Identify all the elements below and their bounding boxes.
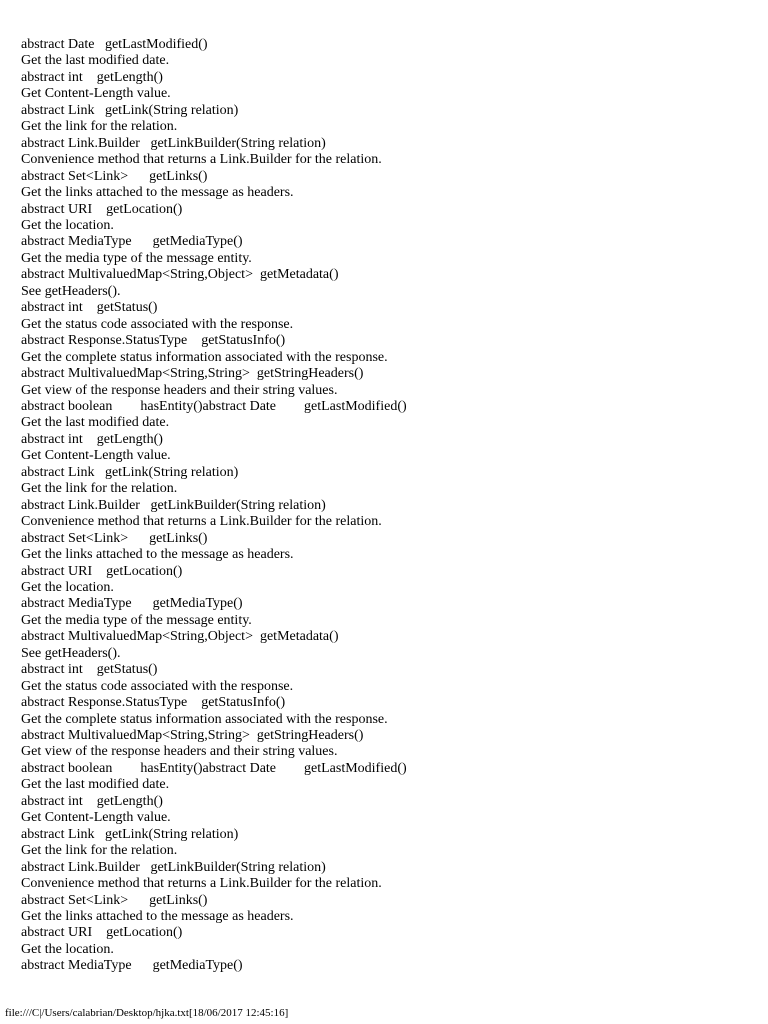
text-line: abstract URI getLocation() bbox=[21, 925, 183, 941]
text-line: abstract MultivaluedMap<String,String> getStringHeaders() bbox=[21, 366, 364, 382]
text-line: abstract int getLength() bbox=[21, 69, 163, 85]
text-line: Get the complete status information associated with the response. bbox=[21, 711, 388, 727]
text-line: abstract int getLength() bbox=[21, 793, 163, 809]
text-line: abstract boolean hasEntity()abstract Date getLastModified() bbox=[21, 398, 407, 414]
text-line: Get the complete status information associated with the response. bbox=[21, 349, 388, 365]
text-line: abstract MultivaluedMap<String,Object> getMetadata() bbox=[21, 629, 339, 645]
text-line: abstract Set<Link> getLinks() bbox=[21, 892, 208, 908]
text-line: Convenience method that returns a Link.Builder for the relation. bbox=[21, 514, 382, 530]
text-line: abstract Link getLink(String relation) bbox=[21, 464, 239, 480]
text-line: abstract Link.Builder getLinkBuilder(String relation) bbox=[21, 497, 326, 513]
text-line: abstract int getLength() bbox=[21, 431, 163, 447]
print-footer-url: file:///C|/Users/calabrian/Desktop/hjka.txt[18/06/2017 12:45:16] bbox=[5, 1007, 289, 1019]
text-line: Get the location. bbox=[21, 941, 114, 957]
text-line: abstract boolean hasEntity()abstract Date getLastModified() bbox=[21, 760, 407, 776]
text-line: Get Content-Length value. bbox=[21, 810, 171, 826]
text-line: Get view of the response headers and their string values. bbox=[21, 382, 338, 398]
text-line: Get the links attached to the message as headers. bbox=[21, 185, 294, 201]
text-line: Get the link for the relation. bbox=[21, 119, 178, 135]
text-line: abstract int getStatus() bbox=[21, 300, 158, 316]
text-line: abstract int getStatus() bbox=[21, 662, 158, 678]
text-line: Convenience method that returns a Link.Builder for the relation. bbox=[21, 876, 382, 892]
text-line: Get the links attached to the message as headers. bbox=[21, 909, 294, 925]
text-line: Get the location. bbox=[21, 579, 114, 595]
text-line: abstract Response.StatusType getStatusInfo() bbox=[21, 695, 286, 711]
text-line: Get the last modified date. bbox=[21, 777, 170, 793]
text-line: abstract MultivaluedMap<String,String> getStringHeaders() bbox=[21, 728, 364, 744]
text-line: abstract MediaType getMediaType() bbox=[21, 596, 243, 612]
text-line: Get the status code associated with the response. bbox=[21, 678, 294, 694]
text-line: Get the media type of the message entity. bbox=[21, 612, 252, 628]
text-line: Get the last modified date. bbox=[21, 415, 170, 431]
text-line: abstract URI getLocation() bbox=[21, 201, 183, 217]
text-line: Get the media type of the message entity. bbox=[21, 250, 252, 266]
text-line: abstract Date getLastModified() bbox=[21, 37, 208, 52]
text-line: Get the last modified date. bbox=[21, 53, 170, 69]
text-line: abstract Response.StatusType getStatusInfo() bbox=[21, 333, 286, 349]
text-line: Convenience method that returns a Link.Builder for the relation. bbox=[21, 152, 382, 168]
text-line: See getHeaders(). bbox=[21, 645, 121, 661]
text-line: abstract MediaType getMediaType() bbox=[21, 958, 243, 974]
text-line: abstract Link getLink(String relation) bbox=[21, 826, 239, 842]
text-line: Get the link for the relation. bbox=[21, 481, 178, 497]
text-line: Get Content-Length value. bbox=[21, 86, 171, 102]
text-line: Get view of the response headers and their string values. bbox=[21, 744, 338, 760]
text-line: Get the location. bbox=[21, 217, 114, 233]
text-line: See getHeaders(). bbox=[21, 283, 121, 299]
text-line: abstract Set<Link> getLinks() bbox=[21, 168, 208, 184]
text-line: abstract MediaType getMediaType() bbox=[21, 234, 243, 250]
text-line: Get the status code associated with the response. bbox=[21, 316, 294, 332]
text-line: abstract Link getLink(String relation) bbox=[21, 102, 239, 118]
text-line: Get the links attached to the message as headers. bbox=[21, 547, 294, 563]
text-line: Get Content-Length value. bbox=[21, 448, 171, 464]
text-line: Get the link for the relation. bbox=[21, 843, 178, 859]
text-line: abstract URI getLocation() bbox=[21, 563, 183, 579]
document-body bbox=[21, 37, 761, 975]
text-line: abstract MultivaluedMap<String,Object> getMetadata() bbox=[21, 267, 339, 283]
text-line: abstract Link.Builder getLinkBuilder(String relation) bbox=[21, 859, 326, 875]
text-line: abstract Set<Link> getLinks() bbox=[21, 530, 208, 546]
text-line: abstract Link.Builder getLinkBuilder(String relation) bbox=[21, 135, 326, 151]
